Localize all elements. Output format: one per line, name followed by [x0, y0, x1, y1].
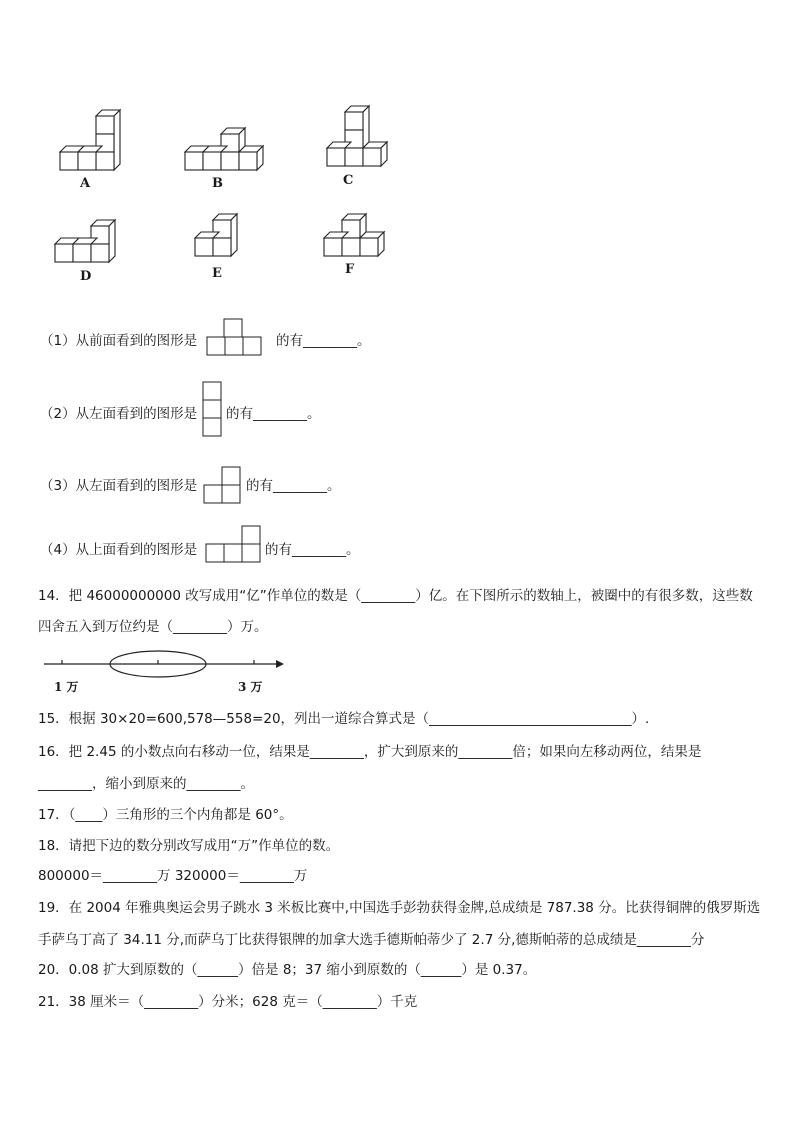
view-question-1-suffix: 的有________。 — [276, 333, 371, 349]
question-20: 20．0.08 扩大到原数的（______）倍是 8；37 缩小到原数的（______）是 0.37。 — [38, 962, 537, 978]
number-line — [38, 648, 288, 678]
question-21: 21．38 厘米＝（________）分米；628 克＝（________）千克 — [38, 994, 418, 1010]
cube-figure-a — [58, 108, 128, 172]
number-line-left-label: 1 万 — [54, 680, 79, 694]
view-question-3-suffix: 的有________。 — [246, 478, 341, 494]
view-question-4-prefix: （4）从上面看到的图形是 — [40, 542, 198, 558]
question-14-line-1: 14．把 46000000000 改写成用“亿”作单位的数是（________）亿。在下图所示的数轴上，被圈中的有很多数，这些数 — [38, 588, 753, 604]
cube-figure-d — [53, 218, 123, 264]
question-15: 15．根据 30×20=600,578—558=20，列出一道综合算式是（______________________________）. — [38, 711, 650, 727]
left-view-shape-2 — [203, 466, 243, 504]
cube-figure-c — [325, 104, 389, 168]
figure-label-c: C — [343, 173, 354, 188]
view-question-1-prefix: （1）从前面看到的图形是 — [40, 333, 198, 349]
figure-label-a: A — [80, 176, 91, 191]
question-17: 17．（____）三角形的三个内角都是 60°。 — [38, 807, 293, 823]
cube-figure-f — [322, 212, 392, 260]
question-16-line-1: 16．把 2.45 的小数点向右移动一位，结果是________，扩大到原来的________倍；如果向左移动两位，结果是 — [38, 744, 702, 760]
figure-label-f: F — [345, 262, 355, 277]
view-question-2-suffix: 的有________。 — [226, 406, 321, 422]
figure-label-b: B — [212, 176, 223, 191]
view-question-3-prefix: （3）从左面看到的图形是 — [40, 478, 198, 494]
cube-figure-b — [183, 126, 265, 172]
left-view-shape-1 — [202, 381, 224, 439]
front-view-shape — [206, 318, 264, 356]
question-18-line-1: 18．请把下边的数分别改写成用“万”作单位的数。 — [38, 838, 340, 854]
figure-label-e: E — [212, 266, 222, 281]
top-view-shape — [205, 525, 263, 563]
view-question-4-suffix: 的有________。 — [265, 542, 360, 558]
figure-label-d: D — [80, 269, 92, 284]
question-18-line-2: 800000＝________万 320000＝________万 — [38, 868, 308, 884]
question-14-line-2: 四舍五入到万位约是（________）万。 — [38, 619, 268, 635]
question-16-line-2: ________，缩小到原来的________。 — [38, 776, 254, 792]
cube-figure-e — [193, 212, 245, 264]
number-line-right-label: 3 万 — [238, 680, 263, 694]
view-question-2-prefix: （2）从左面看到的图形是 — [40, 406, 198, 422]
question-19-line-1: 19．在 2004 年雅典奥运会男子跳水 3 米板比赛中,中国选手彭勃获得金牌,总成绩是 787.38 分。比获得铜牌的俄罗斯选 — [38, 900, 761, 916]
question-19-line-2: 手萨乌丁高了 34.11 分,而萨乌丁比获得银牌的加拿大选手德斯帕蒂少了 2.7 分,德斯帕蒂的总成绩是________分 — [38, 932, 705, 948]
